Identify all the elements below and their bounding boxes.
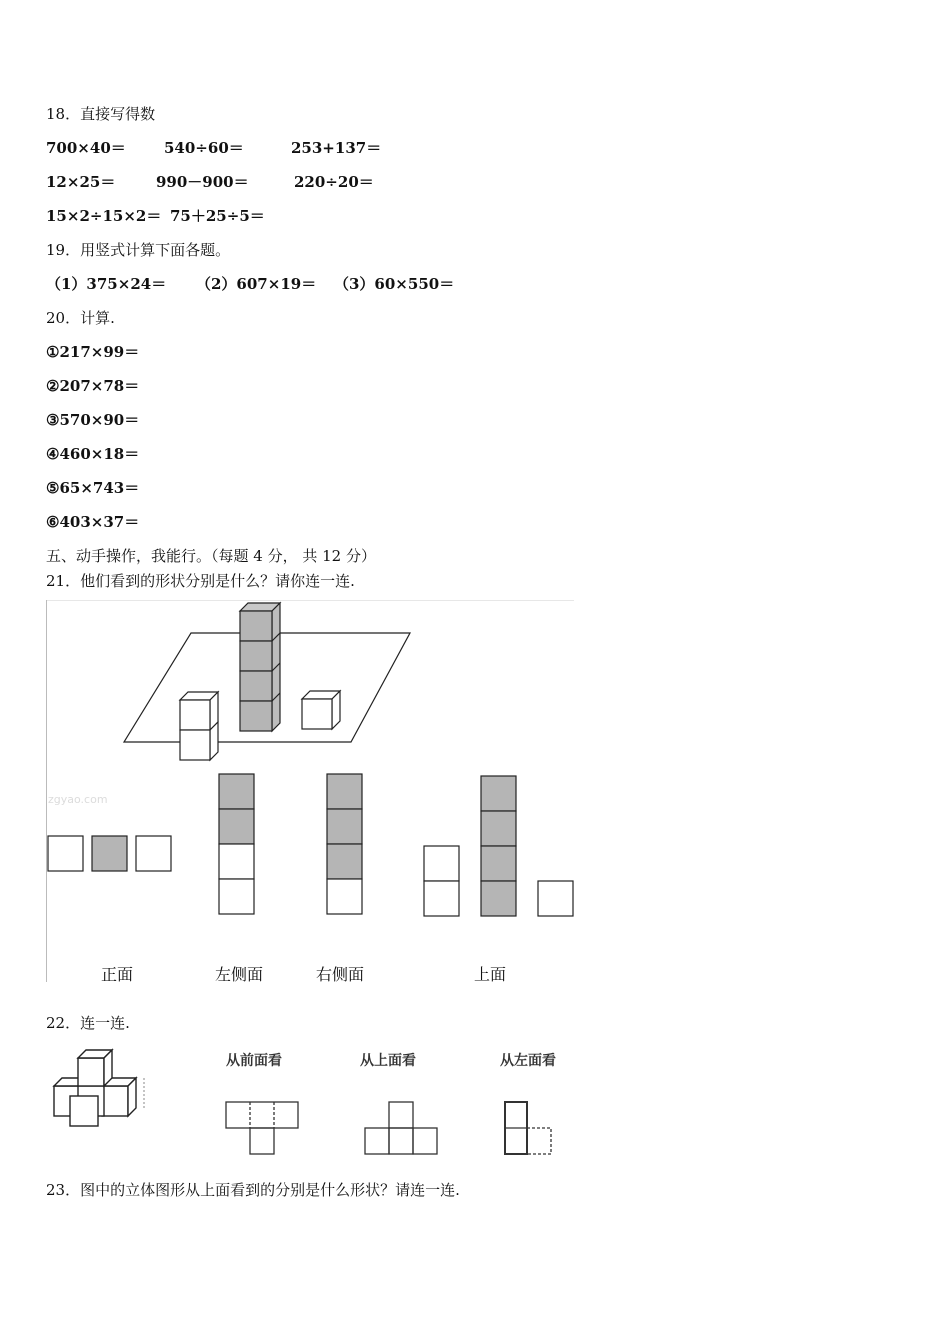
- q18-item: 700×40＝: [46, 139, 126, 157]
- q22-title: 22．连一连.: [46, 1014, 130, 1032]
- q18-item: 990－900＝: [156, 173, 249, 191]
- q18-item: 253+137＝: [291, 139, 382, 157]
- q22-solid-figure: [46, 1046, 164, 1136]
- section-5-title: 五、动手操作，我能行。（每题 4 分， 共 12 分）: [46, 547, 376, 565]
- view-option-mixed: [424, 776, 573, 916]
- q20-item: ④460×18＝: [46, 445, 140, 463]
- q21-figure: [46, 600, 574, 984]
- q19-item: （3）60×550＝: [334, 275, 455, 293]
- q20-item: ①217×99＝: [46, 343, 140, 361]
- label-front-view: 从前面看: [226, 1053, 282, 1069]
- q21-title: 21．他们看到的形状分别是什么？请你连一连.: [46, 572, 355, 590]
- front-view-shape: [220, 1098, 302, 1156]
- two-cube-stack: [180, 692, 218, 760]
- q18-item: 75＋25÷5＝: [170, 207, 265, 225]
- q19-item: （2）607×19＝: [196, 275, 317, 293]
- label-left-view: 从左面看: [500, 1053, 556, 1069]
- q18-title: 18．直接写得数: [46, 105, 156, 123]
- q18-item: 15×2÷15×2＝: [46, 207, 162, 225]
- label-top-view: 从上面看: [360, 1053, 416, 1069]
- q20-item: ⑥403×37＝: [46, 513, 140, 531]
- q20-item: ⑤65×743＝: [46, 479, 140, 497]
- left-view-shape: [500, 1098, 558, 1156]
- view-option-row: [48, 836, 171, 871]
- top-view-shape: [360, 1098, 442, 1156]
- q19-title: 19．用竖式计算下面各题。: [46, 241, 231, 259]
- label-front: 正面: [101, 965, 134, 984]
- q20-item: ②207×78＝: [46, 377, 140, 395]
- label-left-side: 左侧面: [215, 965, 264, 984]
- q18-item: 540÷60＝: [164, 139, 244, 157]
- four-cube-stack: [240, 603, 280, 731]
- label-top: 上面: [474, 965, 507, 984]
- q19-item: （1）375×24＝: [46, 275, 167, 293]
- q20-item: ③570×90＝: [46, 411, 140, 429]
- single-cube: [302, 691, 340, 729]
- q18-item: 12×25＝: [46, 173, 116, 191]
- view-option-column-a: [219, 774, 254, 914]
- view-option-column-b: [327, 774, 362, 914]
- label-right-side: 右侧面: [316, 965, 365, 984]
- q23-title: 23．图中的立体图形从上面看到的分别是什么形状？请连一连.: [46, 1181, 460, 1199]
- q20-title: 20．计算.: [46, 309, 115, 327]
- q18-item: 220÷20＝: [294, 173, 374, 191]
- watermark: zgyao.com: [48, 793, 108, 806]
